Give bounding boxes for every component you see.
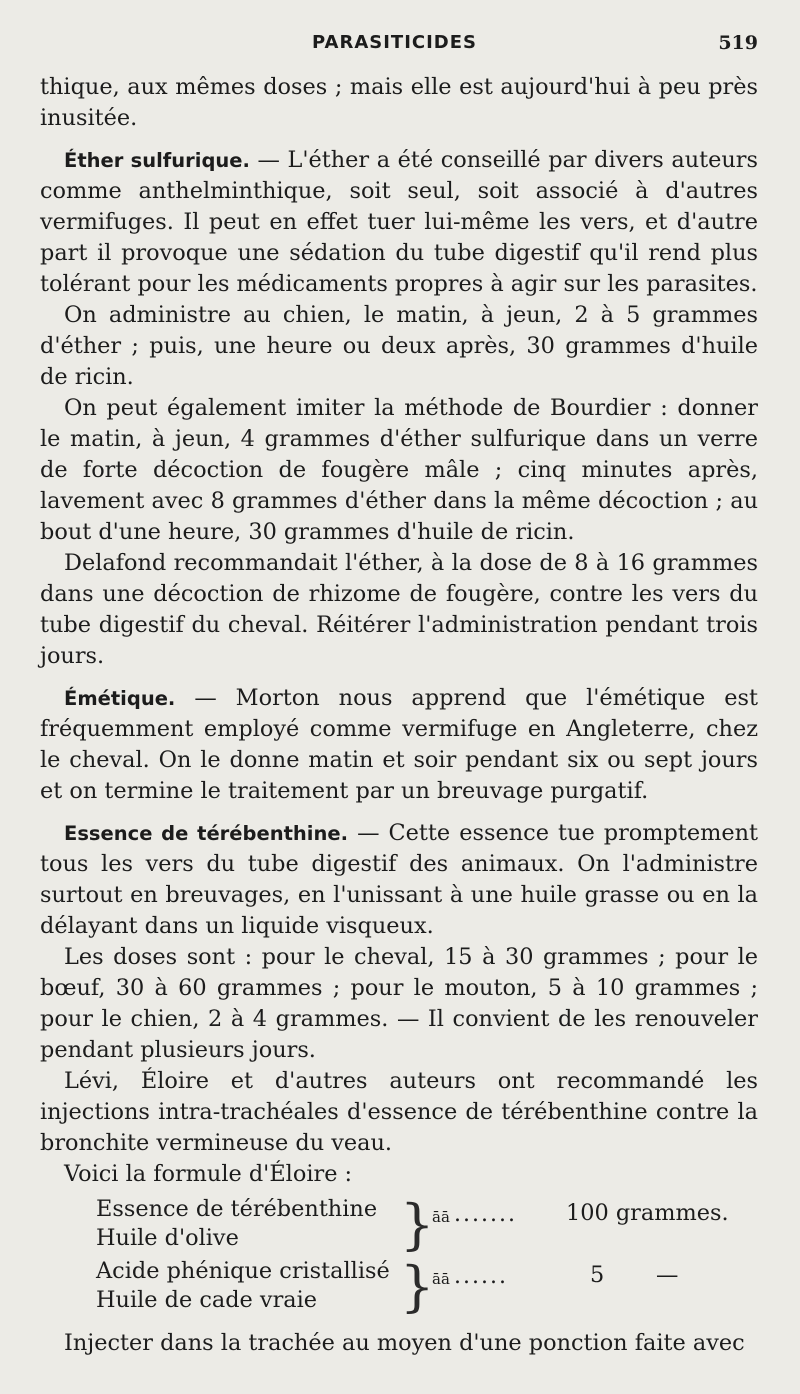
formula-dots: ....... — [454, 1202, 517, 1227]
paragraph-continuation: thique, aux mêmes doses ; mais elle est aujourd'hui à peu près inusitée. — [40, 74, 758, 131]
section-text-ether: — L'éther a été conseillé par divers auteurs comme anthelminthique, soit seul, soit associé à d'autres vermifuges. Il peut en effet tuer lui-même les vers, et d'autre part il provoque une sédation du tube digestif qu'il rend plus tolérant pour les médicaments propres à agir sur les parasites. — [40, 147, 758, 297]
brace-symbol: } — [400, 1193, 435, 1256]
formula-quantity: 100 grammes. — [566, 1200, 729, 1226]
page-body — [40, 72, 758, 1359]
section-heading-ether: Éther sulfurique. — [64, 149, 250, 172]
paragraph-injecter: Injecter dans la trachée au moyen d'une ponction faite avec — [64, 1330, 745, 1356]
formula-ingredient: Acide phénique cristallisé — [96, 1258, 390, 1284]
paragraph-formule-intro: Voici la formule d'Éloire : — [64, 1161, 353, 1187]
section-heading-emetique: Émétique. — [64, 687, 176, 710]
paragraph-ether-chien: On administre au chien, le matin, à jeun, 2 à 5 grammes d'éther ; puis, une heure ou deux après, 30 grammes d'huile de ricin. — [40, 302, 758, 390]
formula-ingredient: Huile de cade vraie — [96, 1287, 318, 1313]
paragraph-injections: Lévi, Éloire et d'autres auteurs ont recommandé les injections intra-trachéales d'essence de térébenthine contre la bronchite vermineuse du veau. — [40, 1068, 758, 1156]
formula-dash: — — [656, 1262, 679, 1288]
formula-quantity: 5 — [590, 1262, 605, 1288]
section-emetique — [40, 683, 758, 807]
formula-ingredient: Essence de térébenthine — [96, 1196, 378, 1222]
formula-dots: ...... — [454, 1264, 508, 1289]
section-text-emetique: — Morton nous apprend que l'émétique est fréquemment employé comme vermifuge en Angleterre, chez le cheval. On le donne matin et soir pendant six ou sept jours et on termine le traitement par un breuvage purgatif. — [40, 685, 758, 804]
section-ether — [40, 145, 758, 300]
formula-aa: āā — [432, 1270, 450, 1288]
formula-aa: āā — [432, 1208, 450, 1226]
section-heading-terebenthine: Essence de térébenthine. — [64, 822, 348, 845]
brace-symbol: } — [400, 1255, 435, 1318]
page-number: 519 — [718, 32, 758, 54]
paragraph-doses: Les doses sont : pour le cheval, 15 à 30 grammes ; pour le bœuf, 30 à 60 grammes ; pour le mouton, 5 à 10 grammes ; pour le chien, 2 à 4 grammes. — Il convient de les renouveler pendant plusieurs jours. — [40, 944, 758, 1063]
section-terebenthine — [40, 818, 758, 942]
eloire-formula — [40, 1194, 758, 1324]
section-text-terebenthine: — Cette essence tue promptement tous les vers du tube digestif des animaux. On l'administre surtout en breuvages, en l'unissant à une huile grasse ou en la délayant dans un liquide visqueux. — [40, 820, 759, 939]
formula-ingredient: Huile d'olive — [96, 1225, 239, 1251]
paragraph-delafond: Delafond recommandait l'éther, à la dose de 8 à 16 grammes dans une décoction de rhizome de fougère, contre les vers du tube digestif du cheval. Réitérer l'administration pendant trois jours. — [40, 550, 758, 669]
running-title: PARASITICIDES — [312, 32, 478, 53]
paragraph-bourdier: On peut également imiter la méthode de Bourdier : donner le matin, à jeun, 4 grammes d'éther sulfurique dans un verre de forte décoction de fougère mâle ; cinq minutes après, lavement avec 8 grammes d'éther dans la même décoction ; au bout d'une heure, 30 grammes d'huile de ricin. — [40, 395, 758, 545]
page-header — [0, 32, 800, 60]
